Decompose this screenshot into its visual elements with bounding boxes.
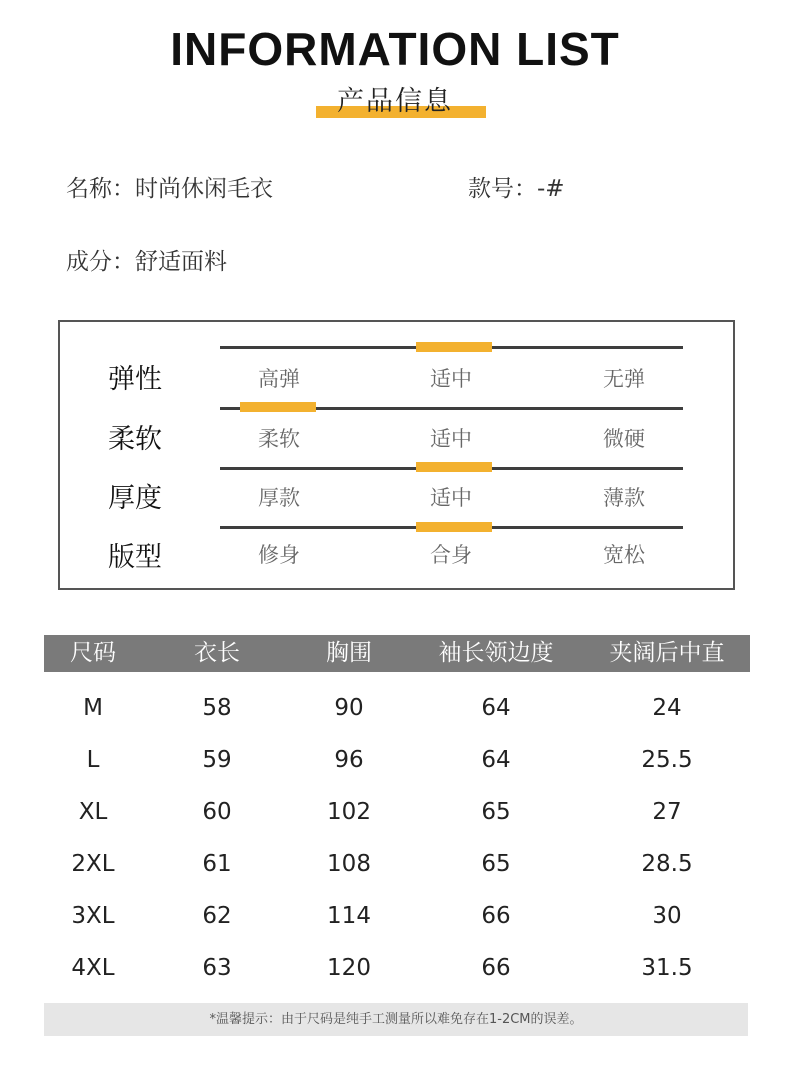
attr-option: 薄款: [603, 486, 645, 510]
column-header: 袖长领边度: [438, 640, 554, 666]
attr-option: 适中: [430, 367, 472, 391]
table-cell: 62: [202, 903, 232, 929]
table-cell: 28.5: [641, 851, 693, 877]
attr-label-softness: 柔软: [108, 424, 162, 455]
table-cell: 58: [202, 695, 232, 721]
attr-label-fit: 版型: [108, 542, 162, 573]
table-cell: 64: [481, 695, 511, 721]
table-row: [44, 942, 750, 994]
attr-option: 微硬: [603, 427, 645, 451]
table-cell: 66: [481, 903, 511, 929]
column-header: 胸围: [326, 640, 372, 666]
attr-selected-marker: [416, 462, 492, 472]
page-title: INFORMATION LIST: [170, 23, 620, 75]
table-cell: 25.5: [641, 747, 693, 773]
table-cell: 90: [334, 695, 364, 721]
table-row: [44, 786, 750, 838]
table-cell: 27: [652, 799, 682, 825]
table-cell: 102: [327, 799, 371, 825]
table-cell: 31.5: [641, 955, 693, 981]
table-cell: M: [83, 695, 103, 721]
table-cell: 2XL: [71, 851, 115, 877]
table-cell: 108: [327, 851, 371, 877]
attr-option: 宽松: [603, 543, 645, 567]
page-subtitle: 产品信息: [337, 86, 453, 117]
table-cell: 65: [481, 851, 511, 877]
attr-selected-marker: [416, 342, 492, 352]
attr-label-thickness: 厚度: [108, 483, 162, 514]
table-row: [44, 682, 750, 734]
table-cell: XL: [78, 799, 108, 825]
attr-label-elasticity: 弹性: [108, 364, 162, 395]
footer-note: *温馨提示：由于尺码是纯手工测量所以难免存在1-2CM的误差。: [44, 1003, 748, 1036]
table-cell: 120: [327, 955, 371, 981]
table-row: [44, 890, 750, 942]
attr-option: 无弹: [603, 367, 645, 391]
column-header: 夹阔后中直: [609, 640, 725, 666]
size-table-header: [44, 635, 750, 672]
table-cell: 24: [652, 695, 682, 721]
table-cell: 30: [652, 903, 682, 929]
table-cell: 63: [202, 955, 232, 981]
attr-option: 高弹: [258, 367, 300, 391]
table-row: [44, 734, 750, 786]
table-cell: 3XL: [71, 903, 115, 929]
product-name: 名称：时尚休闲毛衣: [66, 176, 273, 202]
attr-option: 柔软: [258, 427, 300, 451]
attr-option: 合身: [430, 543, 472, 567]
attr-selected-marker: [240, 402, 316, 412]
attr-option: 适中: [430, 486, 472, 510]
attr-option: 修身: [258, 543, 300, 567]
table-cell: 65: [481, 799, 511, 825]
composition: 成分：舒适面料: [66, 249, 227, 275]
table-row: [44, 838, 750, 890]
table-cell: 4XL: [71, 955, 115, 981]
attr-option: 厚款: [258, 486, 300, 510]
style-number: 款号：-#: [468, 176, 565, 202]
column-header: 衣长: [194, 640, 240, 666]
table-cell: 64: [481, 747, 511, 773]
table-cell: 60: [202, 799, 232, 825]
table-cell: 66: [481, 955, 511, 981]
table-cell: L: [86, 747, 100, 773]
column-header: 尺码: [70, 640, 116, 666]
table-cell: 59: [202, 747, 232, 773]
table-cell: 61: [202, 851, 232, 877]
table-cell: 96: [334, 747, 364, 773]
attr-selected-marker: [416, 522, 492, 532]
table-cell: 114: [327, 903, 371, 929]
attr-option: 适中: [430, 427, 472, 451]
